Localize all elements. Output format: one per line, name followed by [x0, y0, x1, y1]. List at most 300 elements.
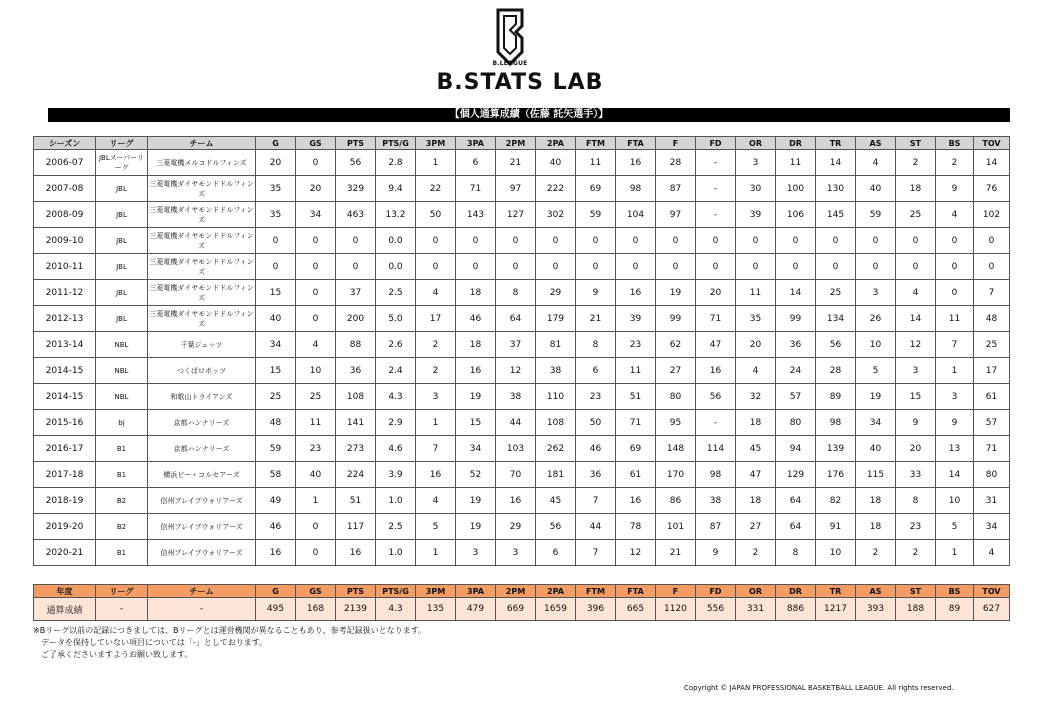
stat-cell: 21: [656, 540, 696, 566]
stat-cell: 99: [656, 306, 696, 332]
stat-cell: 47: [736, 462, 776, 488]
stat-cell: 48: [974, 306, 1010, 332]
stat-cell: 4: [736, 358, 776, 384]
stat-cell: 46: [456, 306, 496, 332]
totals-column-header: FD: [696, 585, 736, 598]
stat-cell: 1: [416, 540, 456, 566]
team-cell: 三菱電機メルコドルフィンズ: [148, 150, 256, 176]
stat-cell: 13: [936, 436, 974, 462]
stat-cell: 0: [776, 254, 816, 280]
column-header: PTS: [336, 137, 376, 150]
stat-cell: 8: [896, 488, 936, 514]
stat-cell: 50: [416, 202, 456, 228]
stat-cell: 2.5: [376, 514, 416, 540]
stat-cell: 18: [456, 280, 496, 306]
season-cell: 2009-10: [34, 228, 96, 254]
stat-cell: 14: [776, 280, 816, 306]
season-cell: 2014-15: [34, 384, 96, 410]
team-cell: 和歌山トライアンズ: [148, 384, 256, 410]
stat-cell: 4: [936, 202, 974, 228]
stat-cell: 11: [616, 358, 656, 384]
stat-cell: 95: [656, 410, 696, 436]
stat-cell: 38: [536, 358, 576, 384]
stat-cell: 1.0: [376, 540, 416, 566]
stat-cell: 18: [736, 488, 776, 514]
stat-cell: 59: [576, 202, 616, 228]
stat-cell: 8: [576, 332, 616, 358]
stat-cell: 71: [696, 306, 736, 332]
column-header: BS: [936, 137, 974, 150]
team-cell: 京都ハンナリーズ: [148, 410, 256, 436]
stat-cell: 0: [296, 150, 336, 176]
stat-cell: 56: [536, 514, 576, 540]
stat-cell: 78: [616, 514, 656, 540]
stat-cell: 12: [616, 540, 656, 566]
stat-cell: 2.4: [376, 358, 416, 384]
stat-cell: 9: [936, 410, 974, 436]
stat-cell: 0: [936, 280, 974, 306]
stat-cell: 37: [336, 280, 376, 306]
stat-cell: 23: [896, 514, 936, 540]
stat-cell: 1: [936, 540, 974, 566]
stat-cell: 31: [974, 488, 1010, 514]
totals-column-header: 年度: [34, 585, 96, 598]
column-header: FTM: [576, 137, 616, 150]
stat-cell: 9: [576, 280, 616, 306]
stat-cell: 14: [936, 462, 974, 488]
stat-cell: 463: [336, 202, 376, 228]
stat-cell: 57: [974, 410, 1010, 436]
stat-cell: 3: [496, 540, 536, 566]
stat-cell: 170: [656, 462, 696, 488]
stat-cell: 4.3: [376, 384, 416, 410]
table-row: [34, 332, 1010, 358]
column-header: DR: [776, 137, 816, 150]
stat-cell: 15: [256, 280, 296, 306]
stat-cell: 7: [936, 332, 974, 358]
team-cell: 信州ブレイブウォリアーズ: [148, 514, 256, 540]
league-cell: JBL: [96, 228, 148, 254]
stat-cell: 0: [496, 228, 536, 254]
stat-cell: 2: [736, 540, 776, 566]
stat-cell: 34: [296, 202, 336, 228]
stat-cell: 2.9: [376, 410, 416, 436]
stat-cell: 50: [576, 410, 616, 436]
stat-cell: 11: [736, 280, 776, 306]
table-row: [34, 150, 1010, 176]
league-cell: JBLスーパーリーグ: [96, 150, 148, 176]
stat-cell: 101: [656, 514, 696, 540]
column-header: FD: [696, 137, 736, 150]
team-cell: 横浜ビー・コルセアーズ: [148, 462, 256, 488]
season-cell: 2012-13: [34, 306, 96, 332]
totals-column-header: TOV: [974, 585, 1010, 598]
stat-cell: 46: [576, 436, 616, 462]
stat-cell: 46: [256, 514, 296, 540]
stat-cell: 110: [536, 384, 576, 410]
stat-cell: 38: [496, 384, 536, 410]
stat-cell: 0: [896, 254, 936, 280]
season-cell: 2018-19: [34, 488, 96, 514]
league-cell: NBL: [96, 332, 148, 358]
totals-column-header: チーム: [148, 585, 256, 598]
column-header: 3PA: [456, 137, 496, 150]
stat-cell: 61: [616, 462, 656, 488]
stat-cell: 47: [696, 332, 736, 358]
stat-cell: 10: [296, 358, 336, 384]
stat-cell: 108: [336, 384, 376, 410]
stat-cell: 91: [816, 514, 856, 540]
stat-cell: 39: [616, 306, 656, 332]
stat-cell: 2: [416, 358, 456, 384]
stat-cell: 106: [776, 202, 816, 228]
table-row: [34, 514, 1010, 540]
stat-cell: 15: [256, 358, 296, 384]
column-header: 2PM: [496, 137, 536, 150]
stat-cell: 5: [856, 358, 896, 384]
stat-cell: 40: [296, 462, 336, 488]
totals-column-header: 3PA: [456, 585, 496, 598]
stat-cell: 143: [456, 202, 496, 228]
stat-cell: 5.0: [376, 306, 416, 332]
stat-cell: 71: [616, 410, 656, 436]
totals-cell: 1120: [656, 598, 696, 621]
stat-cell: 40: [256, 306, 296, 332]
column-header: 3PM: [416, 137, 456, 150]
stat-cell: 16: [616, 150, 656, 176]
stat-cell: 11: [576, 150, 616, 176]
stat-cell: 0: [576, 254, 616, 280]
stat-cell: 4: [856, 150, 896, 176]
stat-cell: 222: [536, 176, 576, 202]
totals-column-header: DR: [776, 585, 816, 598]
stat-cell: 16: [336, 540, 376, 566]
totals-cell: 396: [576, 598, 616, 621]
stat-cell: 130: [816, 176, 856, 202]
column-header: リーグ: [96, 137, 148, 150]
stat-cell: 7: [576, 488, 616, 514]
stat-cell: 0: [296, 280, 336, 306]
stat-cell: 4: [416, 280, 456, 306]
stat-cell: 40: [856, 436, 896, 462]
stat-cell: 94: [776, 436, 816, 462]
stat-cell: 0: [416, 254, 456, 280]
column-header: シーズン: [34, 137, 96, 150]
stat-cell: 0: [536, 254, 576, 280]
totals-cell: 495: [256, 598, 296, 621]
totals-cell: -: [96, 598, 148, 621]
stat-cell: 3.9: [376, 462, 416, 488]
stat-cell: 0: [616, 228, 656, 254]
stat-cell: 61: [974, 384, 1010, 410]
stat-cell: 0: [256, 254, 296, 280]
stat-cell: 129: [776, 462, 816, 488]
totals-cell: 627: [974, 598, 1010, 621]
column-header: G: [256, 137, 296, 150]
league-cell: bj: [96, 410, 148, 436]
league-cell: NBL: [96, 384, 148, 410]
stat-cell: 2: [896, 150, 936, 176]
stat-cell: 18: [856, 514, 896, 540]
stat-cell: 117: [336, 514, 376, 540]
stat-cell: 11: [296, 410, 336, 436]
stat-cell: 9: [896, 410, 936, 436]
stat-cell: 32: [736, 384, 776, 410]
totals-cell: 135: [416, 598, 456, 621]
stat-cell: 1: [936, 358, 974, 384]
stat-cell: 64: [776, 514, 816, 540]
league-cell: B1: [96, 540, 148, 566]
totals-column-header: GS: [296, 585, 336, 598]
stat-cell: 64: [776, 488, 816, 514]
stat-cell: 145: [816, 202, 856, 228]
stat-cell: 16: [696, 358, 736, 384]
stat-cell: 70: [496, 462, 536, 488]
stat-cell: 36: [576, 462, 616, 488]
stat-cell: 5: [416, 514, 456, 540]
column-header: チーム: [148, 137, 256, 150]
stat-cell: 11: [776, 150, 816, 176]
totals-column-header: G: [256, 585, 296, 598]
totals-column-header: OR: [736, 585, 776, 598]
stat-cell: 19: [856, 384, 896, 410]
stat-cell: 39: [736, 202, 776, 228]
column-header: TOV: [974, 137, 1010, 150]
team-cell: 三菱電機ダイヤモンドドルフィンズ: [148, 228, 256, 254]
stat-cell: 52: [456, 462, 496, 488]
totals-cell: 1217: [816, 598, 856, 621]
stat-cell: 97: [496, 176, 536, 202]
stat-cell: 4: [416, 488, 456, 514]
stat-cell: 26: [856, 306, 896, 332]
stat-cell: 57: [776, 384, 816, 410]
stat-cell: 0: [576, 228, 616, 254]
table-row: [34, 306, 1010, 332]
report-title: 【個人通算成績（佐藤 託矢選手）】: [48, 108, 1010, 122]
column-header: F: [656, 137, 696, 150]
stat-cell: 0: [974, 228, 1010, 254]
stat-cell: 16: [416, 462, 456, 488]
stat-cell: 0: [856, 228, 896, 254]
totals-cell: 393: [856, 598, 896, 621]
stat-cell: 35: [736, 306, 776, 332]
column-header: PTS/G: [376, 137, 416, 150]
stat-cell: 44: [576, 514, 616, 540]
totals-column-header: TR: [816, 585, 856, 598]
stat-cell: 14: [816, 150, 856, 176]
totals-row: [34, 598, 1010, 621]
stat-cell: 103: [496, 436, 536, 462]
stat-cell: 20: [296, 176, 336, 202]
stat-cell: 0: [296, 306, 336, 332]
footnote-line: ご了承くださいますようお願い致します。: [33, 650, 193, 659]
stat-cell: 12: [896, 332, 936, 358]
stat-cell: 27: [736, 514, 776, 540]
stat-cell: 2.8: [376, 150, 416, 176]
stat-cell: 1: [416, 150, 456, 176]
season-cell: 2010-11: [34, 254, 96, 280]
stat-cell: 0: [496, 254, 536, 280]
totals-column-header: 3PM: [416, 585, 456, 598]
league-cell: NBL: [96, 358, 148, 384]
stat-cell: 6: [456, 150, 496, 176]
stat-cell: 51: [336, 488, 376, 514]
stat-cell: 273: [336, 436, 376, 462]
stat-cell: 11: [936, 306, 974, 332]
league-cell: B1: [96, 462, 148, 488]
season-cell: 2019-20: [34, 514, 96, 540]
footnote-line: ※Bリーグ以前の記録につきましては、Bリーグとは運営機関が異なることもあり、参考記録扱いとなります。: [33, 626, 427, 635]
stat-cell: 3: [736, 150, 776, 176]
column-header: TR: [816, 137, 856, 150]
footnote-line: データを保持していない項目については「-」としております。: [33, 638, 268, 647]
stat-cell: 98: [616, 176, 656, 202]
stat-cell: 141: [336, 410, 376, 436]
stat-cell: 2: [856, 540, 896, 566]
stat-cell: 5: [936, 514, 974, 540]
totals-column-header: F: [656, 585, 696, 598]
stat-cell: 40: [856, 176, 896, 202]
stat-cell: 56: [336, 150, 376, 176]
stat-cell: 9.4: [376, 176, 416, 202]
stat-cell: 0: [776, 228, 816, 254]
stat-cell: 0: [656, 254, 696, 280]
stat-cell: 86: [656, 488, 696, 514]
stat-cell: 329: [336, 176, 376, 202]
stat-cell: 80: [656, 384, 696, 410]
table-row: [34, 176, 1010, 202]
stat-cell: 16: [256, 540, 296, 566]
team-cell: 信州ブレイブウォリアーズ: [148, 540, 256, 566]
stat-cell: 16: [496, 488, 536, 514]
stat-cell: -: [696, 410, 736, 436]
column-header: OR: [736, 137, 776, 150]
stat-cell: 134: [816, 306, 856, 332]
stat-cell: -: [696, 150, 736, 176]
league-cell: B1: [96, 436, 148, 462]
stat-cell: 9: [936, 176, 974, 202]
totals-column-header: ST: [896, 585, 936, 598]
stat-cell: 0: [696, 254, 736, 280]
stat-cell: 23: [616, 332, 656, 358]
season-cell: 2008-09: [34, 202, 96, 228]
stat-cell: 108: [536, 410, 576, 436]
stat-cell: 87: [696, 514, 736, 540]
totals-column-header: PTS: [336, 585, 376, 598]
career-totals-table: [33, 584, 1010, 621]
stat-cell: 14: [896, 306, 936, 332]
stat-cell: 13.2: [376, 202, 416, 228]
table-row: [34, 228, 1010, 254]
totals-header-row: [34, 585, 1010, 598]
team-cell: 三菱電機ダイヤモンドドルフィンズ: [148, 176, 256, 202]
stat-cell: 97: [656, 202, 696, 228]
stat-cell: 7: [576, 540, 616, 566]
stat-cell: 0: [856, 254, 896, 280]
stat-cell: 25: [974, 332, 1010, 358]
stat-cell: 200: [336, 306, 376, 332]
totals-cell: 188: [896, 598, 936, 621]
stat-cell: 51: [616, 384, 656, 410]
totals-cell: 2139: [336, 598, 376, 621]
page-title: B.STATS LAB: [436, 70, 604, 95]
stat-cell: 12: [496, 358, 536, 384]
stat-cell: 0: [736, 228, 776, 254]
stat-cell: 82: [816, 488, 856, 514]
stat-cell: 25: [296, 384, 336, 410]
stat-cell: 7: [416, 436, 456, 462]
stat-cell: 0: [336, 254, 376, 280]
stat-cell: 0: [296, 540, 336, 566]
table-row: [34, 436, 1010, 462]
stat-cell: 139: [816, 436, 856, 462]
stat-cell: 21: [496, 150, 536, 176]
season-cell: 2020-21: [34, 540, 96, 566]
stat-cell: 87: [656, 176, 696, 202]
stat-cell: 34: [856, 410, 896, 436]
stat-cell: 16: [616, 280, 656, 306]
stat-cell: 4: [896, 280, 936, 306]
copyright: Copyright © JAPAN PROFESSIONAL BASKETBALL LEAGUE. All rights reserved.: [684, 684, 954, 692]
league-cell: B2: [96, 514, 148, 540]
totals-column-header: FTA: [616, 585, 656, 598]
stat-cell: 19: [656, 280, 696, 306]
stat-cell: 1.0: [376, 488, 416, 514]
totals-cell: -: [148, 598, 256, 621]
stat-cell: 58: [256, 462, 296, 488]
stat-cell: 69: [616, 436, 656, 462]
stat-cell: 181: [536, 462, 576, 488]
stat-cell: 0: [936, 254, 974, 280]
stat-cell: 102: [974, 202, 1010, 228]
stat-cell: 18: [896, 176, 936, 202]
stat-cell: 3: [856, 280, 896, 306]
stat-cell: 56: [816, 332, 856, 358]
stat-cell: 9: [696, 540, 736, 566]
stat-cell: 28: [656, 150, 696, 176]
totals-cell: 886: [776, 598, 816, 621]
stat-cell: 15: [456, 410, 496, 436]
stat-cell: 33: [896, 462, 936, 488]
stat-cell: 302: [536, 202, 576, 228]
stat-cell: 4.6: [376, 436, 416, 462]
stat-cell: 0: [974, 254, 1010, 280]
season-cell: 2011-12: [34, 280, 96, 306]
totals-cell: 479: [456, 598, 496, 621]
stat-cell: 0.0: [376, 254, 416, 280]
stat-cell: 3: [896, 358, 936, 384]
stat-cell: 10: [936, 488, 974, 514]
stat-cell: 23: [296, 436, 336, 462]
stat-cell: 81: [536, 332, 576, 358]
team-cell: 三菱電機ダイヤモンドドルフィンズ: [148, 306, 256, 332]
table-row: [34, 384, 1010, 410]
stat-cell: 23: [576, 384, 616, 410]
totals-cell: 669: [496, 598, 536, 621]
season-cell: 2017-18: [34, 462, 96, 488]
stat-cell: 71: [456, 176, 496, 202]
stat-cell: 34: [974, 514, 1010, 540]
stat-cell: 17: [416, 306, 456, 332]
stat-cell: 114: [696, 436, 736, 462]
column-header: ST: [896, 137, 936, 150]
stat-cell: 56: [696, 384, 736, 410]
column-header: AS: [856, 137, 896, 150]
table-row: [34, 254, 1010, 280]
stat-cell: 0: [736, 254, 776, 280]
stat-cell: 0: [336, 228, 376, 254]
stat-cell: 19: [456, 488, 496, 514]
